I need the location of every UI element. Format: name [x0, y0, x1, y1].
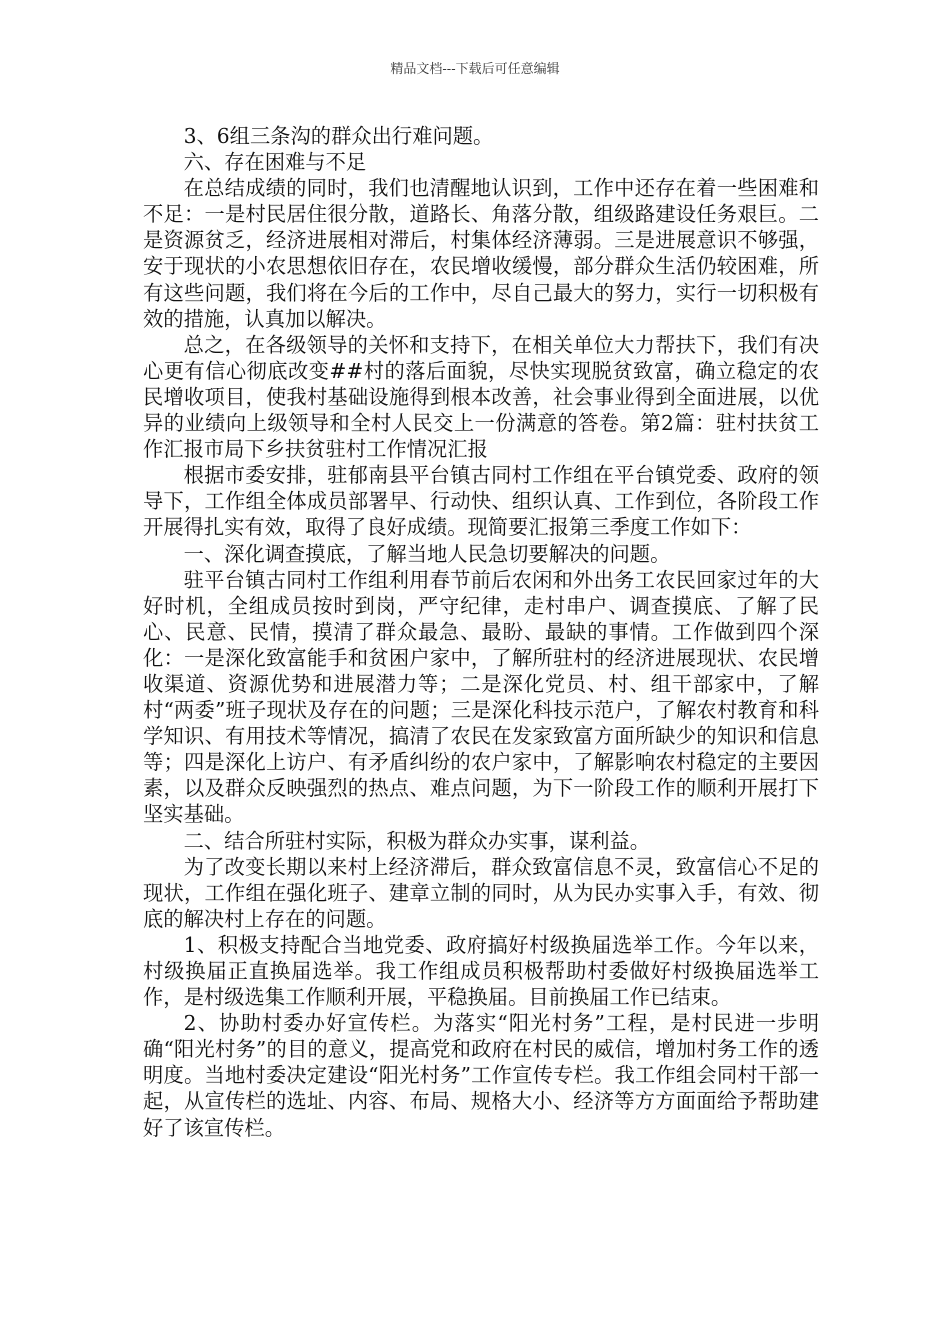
document-body: [143, 123, 819, 1141]
paragraph-difficulties: 在总结成绩的同时，我们也清醒地认识到，工作中还存在着一些困难和不足：一是村民居住很分散，道路长、角落分散，组级路建设任务艰巨。二是资源贫乏，经济进展相对滞后，村集体经济薄弱。三是进展意识不够强，安于现状的小农思想依旧存在，农民增收缓慢，部分群众生活仍较困难，所有这些问题，我们将在今后的工作中，尽自己最大的努力，实行一切积极有效的措施，认真加以解决。: [143, 176, 819, 331]
paragraph-practical-work: 为了改变长期以来村上经济滞后，群众致富信息不灵，致富信心不足的现状，工作组在强化班子、建章立制的同时，从为民办实事入手，有效、彻底的解决村上存在的问题。: [143, 854, 819, 931]
section-heading-practical-work: 二、结合所驻村实际，积极为群众办实事，谋利益。: [183, 828, 651, 853]
paragraph-survey: 驻平台镇古同村工作组利用春节前后农闲和外出务工农民回家过年的大好时机，全组成员按时到岗，严守纪律，走村串户、调查摸底、了解了民心、民意、民情，摸清了群众最急、最盼、最缺的事情。工作做到四个深化：一是深化致富能手和贫困户家中，了解所驻村的经济进展现状、农民增收渠道、资源优势和进展潜力等；二是深化党员、村、组干部家中，了解村“两委”班子现状及存在的问题；三是深化科技示范户，了解农村教育和科学知识、有用技术等情况，搞清了农民在发家致富方面所缺少的知识和信息等；四是深化上访户、有矛盾纠纷的农户家中，了解影响农村稳定的主要因素，以及群众反映强烈的热点、难点问题，为下一阶段工作的顺利开展打下坚实基础。: [143, 567, 819, 827]
section-heading-difficulties: 六、存在困难与不足: [183, 150, 367, 175]
paragraph-election: 1、积极支持配合当地党委、政府搞好村级换届选举工作。今年以来，村级换届正直换届选举。我工作组成员积极帮助村委做好村级换届选举工作，是村级选集工作顺利开展，平稳换届。目前换届工作已结束。: [143, 932, 819, 1010]
page-header: 精品文档---下载后可任意编辑: [390, 62, 560, 77]
section-heading-survey: 一、深化调查摸底，了解当地人民急切要解决的问题。: [183, 541, 671, 566]
paragraph-bulletin-board: 2、协助村委办好宣传栏。为落实“阳光村务”工程，是村民进一步明确“阳光村务”的目的意义，提高党和政府在村民的威信，增加村务工作的透明度。当地村委决定建设“阳光村务”工作宣传专栏。我工作组会同村干部一起，从宣传栏的选址、内容、布局、规格大小、经济等方方面面给予帮助建好了该宣传栏。: [143, 1011, 819, 1140]
paragraph-conclusion: 总之，在各级领导的关怀和支持下，在相关单位大力帮扶下，我们有决心更有信心彻底改变##村的落后面貌，尽快实现脱贫致富，确立稳定的农民增收项目，使我村基础设施得到根本改善，社会事业得到全面进展，以优异的业绩向上级领导和全村人民交上一份满意的答卷。第2篇：驻村扶贫工作汇报市局下乡扶贫驻村工作情况汇报: [143, 332, 819, 462]
paragraph-report-intro: 根据市委安排，驻郁南县平台镇古同村工作组在平台镇党委、政府的领导下，工作组全体成员部署早、行动快、组织认真、工作到位，各阶段工作开展得扎实有效，取得了良好成绩。现简要汇报第三季度工作如下：: [143, 463, 819, 540]
paragraph-road-issue: 3、6组三条沟的群众出行难问题。: [183, 124, 494, 148]
